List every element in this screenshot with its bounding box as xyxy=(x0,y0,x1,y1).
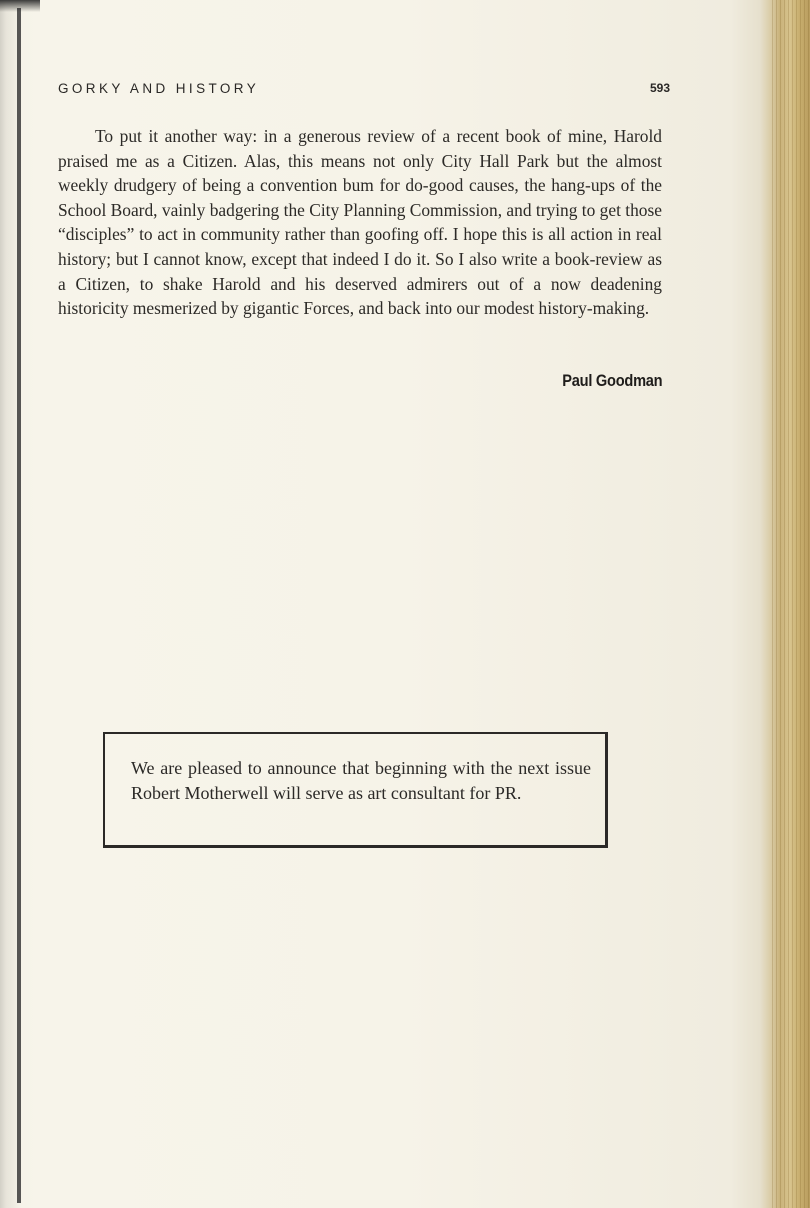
announcement-box xyxy=(103,732,608,848)
running-title: GORKY AND HISTORY xyxy=(58,81,260,96)
running-header xyxy=(58,81,670,101)
page-number: 593 xyxy=(649,81,670,95)
body-paragraph: To put it another way: in a generous review of a recent book of mine, Harold praised me as a Citizen. Alas, this means not only City Hall Park but the almost weekly drudgery of being a convention bum for do-good causes, the hang-ups of the School Board, vainly badgering the City Planning Commission, and trying to get those “disciples” to act in community rather than goofing off. I hope this is all action in real history; but I cannot know, except that indeed I do it. So I also write a book-review as a Citizen, to shake Harold and his deserved admirers out of a now deadening historicity mesmerized by gigantic Forces, and back into our modest history-making. xyxy=(58,126,662,319)
scan-corner-shadow xyxy=(0,0,40,12)
announcement-text: We are pleased to announce that beginning with the next issue Robert Motherwell will serve as art consultant for PR. xyxy=(131,758,591,803)
binding-edge xyxy=(17,8,21,1203)
page-stack-edge xyxy=(772,0,810,1208)
author-signature: Paul Goodman xyxy=(561,371,662,390)
